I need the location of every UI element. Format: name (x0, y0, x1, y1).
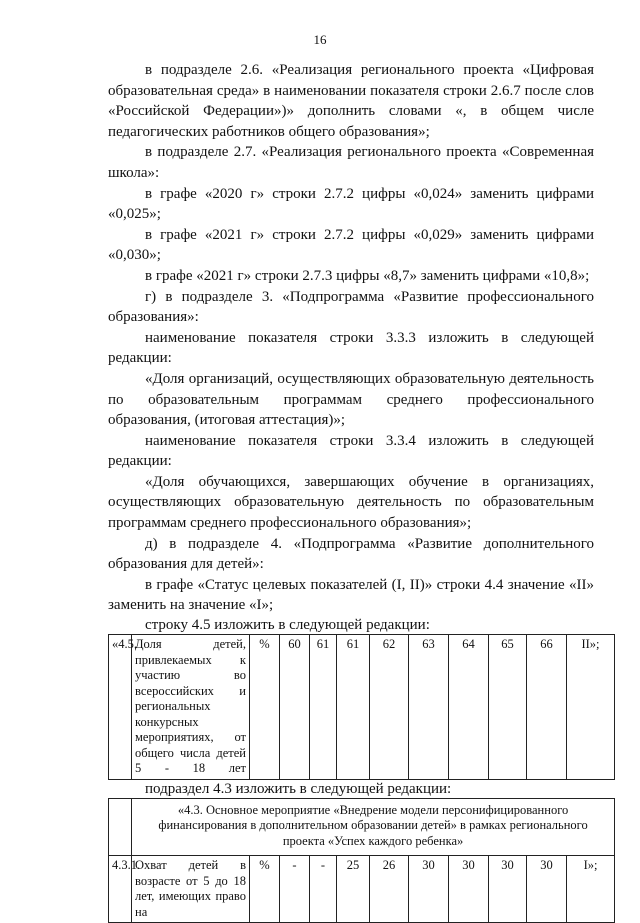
measure-table-4-3 (108, 798, 615, 923)
paragraph: в графе «2020 г» строки 2.7.2 цифры «0,024» заменить цифрами «0,025»; (108, 185, 594, 223)
value-cell: 25 (337, 856, 370, 923)
paragraph: д) в подразделе 4. «Подпрограмма «Развитие дополнительного образования для детей»: (108, 535, 594, 573)
value-cell: - (280, 856, 310, 923)
empty-cell (109, 798, 132, 856)
unit-cell: % (250, 856, 280, 923)
row-number: «4.5. (109, 635, 132, 780)
paragraph: наименование показателя строки 3.3.3 изложить в следующей редакции: (108, 329, 594, 367)
paragraph: в графе «Статус целевых показателей (I, II)» строки 4.4 значение «II» заменить на значение «I»; (108, 576, 594, 614)
paragraph: в графе «2021 г» строки 2.7.2 цифры «0,029» заменить цифрами «0,030»; (108, 226, 594, 264)
paragraph: «Доля организаций, осуществляющих образовательную деятельность по образовательным программам среднего профессионального образования, (итоговая аттестация)»; (108, 370, 594, 429)
table1-intro: строку 4.5 изложить в следующей редакции: (145, 617, 430, 634)
value-cell: 30 (489, 856, 527, 923)
value-cell: - (310, 856, 337, 923)
unit-cell: % (250, 635, 280, 780)
value-cell: 63 (409, 635, 449, 780)
table-row (109, 635, 615, 780)
table-row (109, 856, 615, 923)
paragraph: наименование показателя строки 3.3.4 изложить в следующей редакции: (108, 432, 594, 470)
value-cell: 65 (489, 635, 527, 780)
measure-header: «4.3. Основное мероприятие «Внедрение модели персонифицированного финансирования в дополнительном образовании детей» в рамках регионального проекта «Успех каждого ребенка» (132, 798, 615, 856)
value-cell: 64 (449, 635, 489, 780)
document-body (108, 60, 600, 923)
paragraph: г) в подразделе 3. «Подпрограмма «Развитие профессионального образования»: (108, 288, 594, 326)
page-number: 16 (313, 32, 327, 47)
paragraph: в подразделе 2.7. «Реализация регионального проекта «Современная школа»: (108, 144, 594, 181)
indicator-name: Доля детей, привлекаемых к участию во всероссийских и региональных конкурсных мероприятиях, от общего числа детей 5 - 18 лет (132, 635, 250, 780)
row-number: 4.3.1. (109, 856, 132, 923)
value-cell: 30 (449, 856, 489, 923)
value-cell: 66 (527, 635, 567, 780)
value-cell: 62 (370, 635, 409, 780)
value-cell: 26 (370, 856, 409, 923)
value-cell: 61 (310, 635, 337, 780)
paragraph: «Доля обучающихся, завершающих обучение в организациях, осуществляющих образовательную деятельность по образовательным программам среднего профессионального образования»; (108, 473, 594, 532)
table2-intro: подраздел 4.3 изложить в следующей редакции: (145, 780, 452, 797)
table-row (109, 798, 615, 856)
indicator-name: Охват детей в возрасте от 5 до 18 лет, имеющих право на (132, 856, 250, 923)
value-cell: 60 (280, 635, 310, 780)
indicator-table-4-5 (108, 634, 615, 780)
value-cell: 30 (409, 856, 449, 923)
value-cell: 61 (337, 635, 370, 780)
paragraph: в графе «2021 г» строки 2.7.3 цифры «8,7» заменить цифрами «10,8»; (145, 267, 590, 284)
value-cell: 30 (527, 856, 567, 923)
paragraph: в подразделе 2.6. «Реализация регионального проекта «Цифровая образовательная среда» в наименовании показателя строки 2.6.7 после слов «Российской Федерации»)» дополнить словами «, в общем числе педагогических работников общего образования»; (108, 62, 594, 140)
status-cell: I»; (567, 856, 615, 923)
status-cell: II»; (567, 635, 615, 780)
